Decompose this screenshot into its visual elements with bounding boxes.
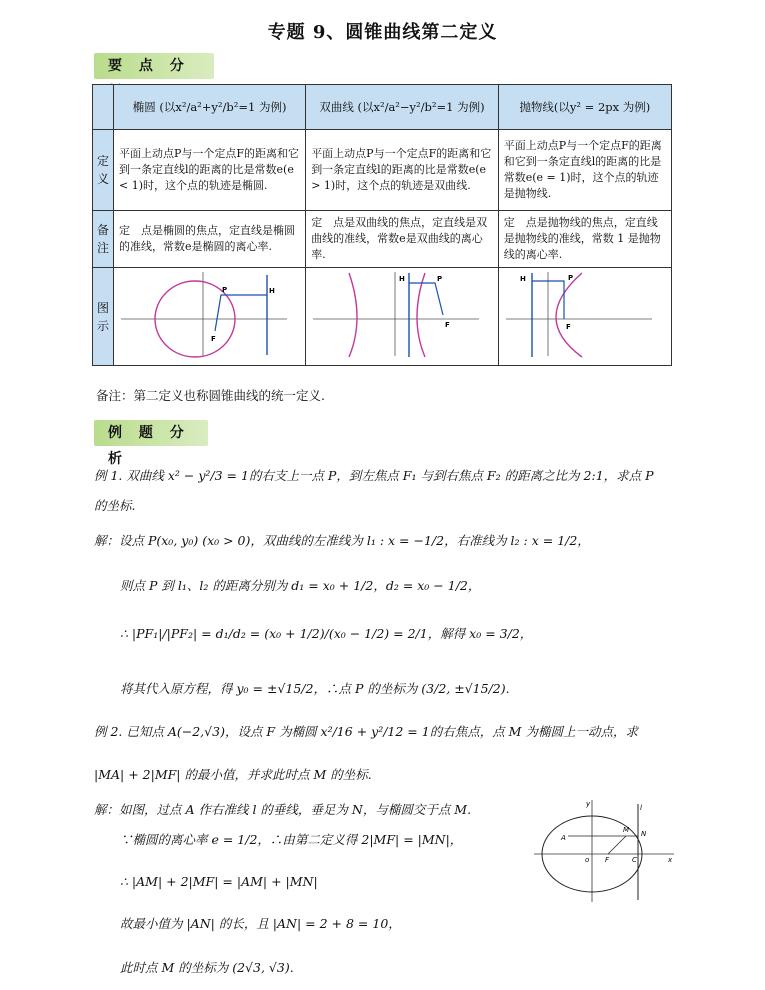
example2-solution-line5: 此时点 M 的坐标为 (2√3, √3).	[120, 960, 294, 975]
label-f: F	[211, 335, 216, 343]
example2-question-line1: 例 2. 已知点 A(−2,√3)，设点 F 为椭圆 x²/16 + y²/12 = 1的右焦点，点 M 为椭圆上一动点，求	[94, 724, 638, 739]
fig2-label-m: M	[623, 826, 630, 834]
definition-parabola: 平面上动点P与一个定点F的距离和它到一条定直线l的距离的比是常数e(e = 1)时，这个点的轨迹是抛物线.	[498, 130, 671, 211]
fig2-label-x: x	[668, 856, 673, 864]
hyperbola-figure	[307, 269, 485, 359]
example2-solution-line2: ∵椭圆的离心率 e = 1/2，∴由第二定义得 2|MF| = |MN|，	[120, 832, 463, 847]
fig2-label-c: C	[632, 856, 637, 864]
row-label-remark: 备注	[93, 211, 114, 268]
definition-hyperbola: 平面上动点P与一个定点F的距离和它到一条定直线l的距离的比是常数e(e > 1)时，这个点的轨迹是双曲线.	[306, 130, 499, 211]
fig2-label-n: N	[641, 830, 647, 838]
label-f: F	[445, 321, 450, 329]
section-examples: 例 题 分 析	[94, 420, 208, 446]
remark-note: 备注：第二定义也称圆锥曲线的统一定义.	[96, 388, 325, 403]
remark-parabola: 定 点是抛物线的焦点，定直线是抛物线的准线，常数 1 是抛物线的离心率.	[498, 211, 671, 268]
parabola-figure	[500, 269, 658, 359]
remark-hyperbola: 定 点是双曲线的焦点，定直线是双曲线的准线，常数e是双曲线的离心率.	[306, 211, 499, 268]
table-row	[93, 211, 672, 268]
section-key-points: 要 点 分	[94, 53, 214, 79]
example1-solution-line4: 将其代入原方程，得 y₀ = ±√15/2，∴点 P 的坐标为 (3/2, ±√15/2).	[120, 681, 510, 696]
example1-solution-line2: 则点 P 到 l₁、l₂ 的距离分别为 d₁ = x₀ + 1/2，d₂ = x₀ − 1/2，	[120, 578, 481, 593]
label-p: P	[567, 274, 573, 282]
fig2-label-l: l	[640, 804, 642, 812]
fig2-label-a: A	[561, 834, 566, 842]
example1-solution-line1: 解：设点 P(x₀, y₀) (x₀ > 0)，双曲线的左准线为 l₁ : x = −1/2，右准线为 l₂ : x = 1/2，	[94, 533, 590, 548]
example2-solution-line4: 故最小值为 |AN| 的长，且 |AN| = 2 + 8 = 10，	[120, 916, 401, 931]
table-row	[93, 130, 672, 211]
example1-solution-line3: ∴ |PF₁|/|PF₂| = d₁/d₂ = (x₀ + 1/2)/(x₀ − 1/2) = 2/1，解得 x₀ = 3/2，	[120, 626, 533, 641]
comparison-table	[92, 84, 672, 366]
table-header-row	[93, 85, 672, 130]
row-label-definition: 定义	[93, 130, 114, 211]
label-h: H	[269, 287, 275, 295]
fig2-label-f: F	[605, 856, 610, 864]
label-p: P	[222, 286, 228, 294]
example2-solution-line3: ∴ |AM| + 2|MF| = |AM| + |MN|	[120, 874, 318, 889]
row-label-figure: 图示	[93, 268, 114, 366]
example1-question-line1: 例 1. 双曲线 x² − y²/3 = 1的右支上一点 P，到左焦点 F₁ 与到右焦点 F₂ 的距离之比为 2:1，求点 P	[94, 468, 654, 483]
figure-hyperbola-cell	[306, 268, 499, 366]
label-f: F	[565, 323, 571, 331]
fig2-label-y: y	[586, 800, 591, 808]
remark-ellipse: 定 点是椭圆的焦点，定直线是椭圆的准线，常数e是椭圆的离心率.	[114, 211, 306, 268]
header-parabola: 抛物线(以y² = 2px 为例)	[498, 85, 671, 130]
label-h: H	[519, 275, 526, 283]
example2-question-line2: |MA| + 2|MF| 的最小值，并求此时点 M 的坐标.	[94, 767, 372, 782]
definition-ellipse: 平面上动点P与一个定点F的距离和它到一条定直线l的距离的比是常数e(e < 1)时，这个点的轨迹是椭圆.	[114, 130, 306, 211]
example1-question-line2: 的坐标.	[94, 498, 136, 513]
example2-solution-line1: 解：如图，过点 A 作右准线 l 的垂线，垂足为 N，与椭圆交于点 M.	[94, 802, 472, 817]
table-corner	[93, 85, 114, 130]
ellipse-figure	[115, 269, 293, 359]
fig2-label-o: o	[585, 856, 590, 864]
figure-ellipse-cell	[114, 268, 306, 366]
example2-ellipse-figure	[528, 796, 678, 906]
table-row	[93, 268, 672, 366]
page-title: 专题 9、圆锥曲线第二定义	[267, 22, 498, 43]
label-h: H	[399, 275, 406, 283]
figure-parabola-cell	[498, 268, 671, 366]
header-hyperbola: 双曲线 (以x²/a²−y²/b²=1 为例)	[306, 85, 499, 130]
header-ellipse: 椭圆 (以x²/a²+y²/b²=1 为例)	[114, 85, 306, 130]
label-p: P	[437, 275, 443, 283]
